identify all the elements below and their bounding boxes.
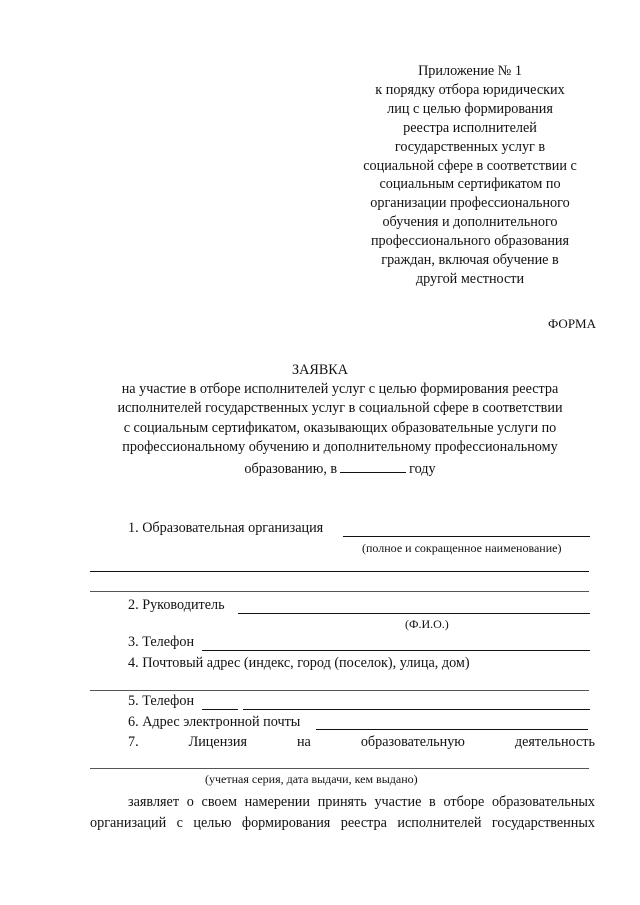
annex-line: организации профессионального: [370, 195, 570, 212]
license-input-line[interactable]: [90, 768, 589, 769]
phone2-code-line[interactable]: [202, 709, 238, 710]
annex-line: обучения и дополнительного: [382, 214, 558, 231]
phone2-label: 5. Телефон: [128, 693, 195, 709]
email-label: 6. Адрес электронной почты: [128, 714, 301, 730]
document-title: ЗАЯВКА: [292, 362, 348, 378]
statement-line: организаций с целью формирования реестра исполнителей государственных: [90, 815, 595, 831]
annex-line: государственных услуг в: [394, 138, 546, 155]
annex-line: к порядку отбора юридических: [375, 81, 565, 98]
annex-block: [350, 62, 590, 289]
license-word: на: [296, 734, 311, 750]
license-label: [128, 734, 595, 751]
subtitle-year-suffix: году: [409, 460, 436, 477]
annex-heading: Приложение № 1: [418, 63, 522, 79]
subtitle-line: профессиональному обучению и дополнительному профессиональному: [122, 439, 558, 456]
year-blank-field[interactable]: [340, 458, 406, 473]
annex-line: другой местности: [415, 270, 525, 287]
address-label: 4. Почтовый адрес (индекс, город (поселок), улица, дом): [128, 655, 470, 671]
annex-line: граждан, включая обучение в: [381, 252, 559, 269]
statement-paragraph: [90, 792, 595, 834]
document-subtitle: [90, 380, 590, 479]
subtitle-year-prefix: образованию, в: [244, 460, 338, 477]
license-word: 7.: [128, 734, 139, 750]
email-input-line[interactable]: [316, 729, 588, 730]
statement-line: заявляет о своем намерении принять участие в отборе образовательных: [128, 794, 595, 810]
subtitle-line: с социальным сертификатом, оказывающих образовательные услуги по: [123, 419, 557, 436]
phone2-input-line[interactable]: [243, 709, 590, 710]
annex-line: социальной сфере в соответствии с: [363, 157, 577, 174]
license-word: образовательную: [360, 734, 465, 750]
subtitle-line: на участие в отборе исполнителей услуг с целью формирования реестра: [121, 381, 559, 397]
phone-input-line[interactable]: [202, 650, 590, 651]
annex-line: реестра исполнителей: [403, 119, 537, 136]
subtitle-last-line: [90, 458, 590, 479]
annex-line: профессионального образования: [370, 233, 570, 250]
subtitle-line: исполнителей государственных услуг в социальной сфере в соответствии: [117, 400, 563, 417]
org-label: 1. Образовательная организация: [128, 520, 324, 536]
head-label: 2. Руководитель: [128, 597, 225, 613]
org-input-line[interactable]: [343, 536, 590, 537]
annex-line: лиц с целью формирования: [387, 100, 553, 117]
org-hint: (полное и сокращенное наименование): [362, 541, 562, 555]
annex-line: социальным сертификатом по: [379, 176, 561, 193]
head-hint: (Ф.И.О.): [405, 617, 449, 631]
license-word: Лицензия: [188, 734, 248, 750]
license-hint: (учетная серия, дата выдачи, кем выдано): [205, 772, 418, 786]
license-word: деятельность: [514, 734, 595, 750]
phone-label: 3. Телефон: [128, 634, 195, 650]
org-continuation-line[interactable]: [90, 591, 589, 592]
org-continuation-line[interactable]: [90, 571, 589, 572]
form-label: ФОРМА: [548, 316, 596, 331]
head-input-line[interactable]: [238, 613, 590, 614]
address-input-line[interactable]: [90, 690, 589, 691]
